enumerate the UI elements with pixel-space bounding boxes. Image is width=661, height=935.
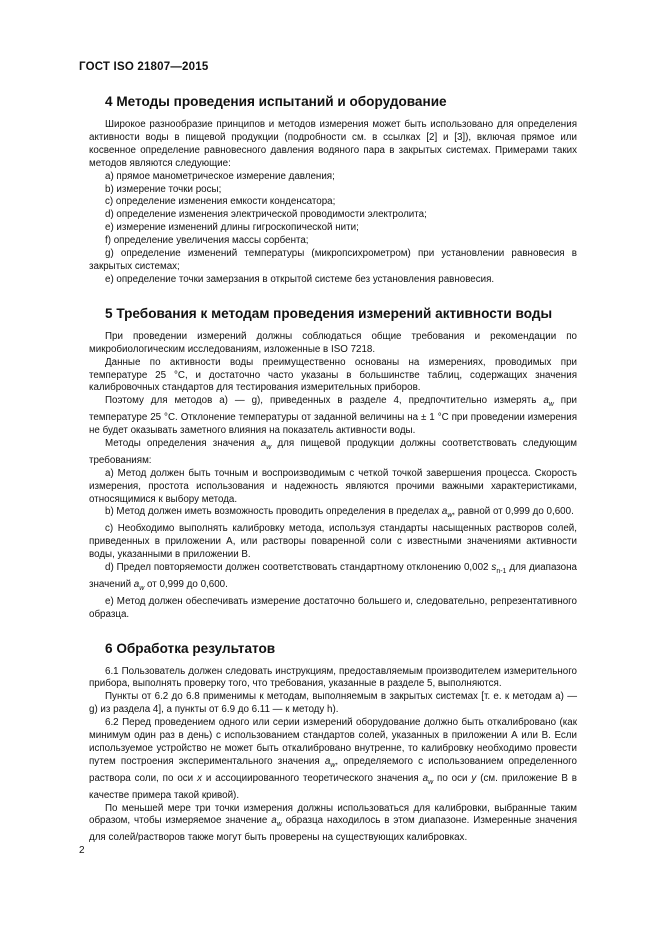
paragraph: a) Метод должен быть точным и воспроизводимым с четкой точкой завершения процесса. Скорость измерения, простота использования и надежность являются прочими важными характеристиками, относящимися к выбору метода.: [89, 467, 577, 505]
document-body: [89, 87, 577, 845]
list-item: d) определение изменения электрической проводимости электролита;: [105, 209, 427, 221]
list-item: b) измерение точки росы;: [105, 183, 222, 195]
section-6-title: 6 Обработка результатов: [105, 640, 276, 656]
paragraph: d) Предел повторяемости должен соответствовать стандартному отклонению 0,002 $s_{n-1}$ для диапазона значений $a_w$ от 0,999 до 0,600.: [89, 562, 577, 592]
paragraph: Поэтому для методов а) — g), приведенных в разделе 4, предпочтительно измерять $a_w$ при температуре 25 °С. Отклонение температуры от заданной величины на ± 1 °С при проведении измерения не будет оказывать заметного влияния на показатель активности воды.: [89, 395, 577, 437]
list-item: g) определение изменений температуры (микропсихрометром) при установлении равновесия в закрытых системах;: [89, 248, 577, 272]
paragraph: 6.2 Перед проведением одного или серии измерений оборудование должно быть откалибровано (как минимум один раз в день) с использованием стандартов солей, указанных в приложении А или В. Если используемое устройство не может быть откалибровано внутренне, то калибровку необходимо провести путем построения экспериментального значения $a_w$, определяемого с использованием определенного раствора соли, по оси x и ассоциированного теоретического значения $a_w$ по оси y (см. приложение В в качестве примера такой кривой).: [89, 717, 577, 801]
paragraph: Пункты от 6.2 до 6.8 применимы к методам, выполняемым в закрытых системах [т. е. к методам а) — g) из раздела 4], а пункты от 6.9 до 6.11 — к методу h).: [89, 691, 577, 716]
paragraph: При проведении измерений должны соблюдаться общие требования и рекомендации по микробиологическим исследованиям, изложенные в ISO 7218.: [89, 330, 577, 355]
list-item: c) определение изменения емкости конденсатора;: [105, 196, 336, 208]
paragraph: c) Необходимо выполнять калибровку метода, используя стандарты насыщенных растворов солей, приведенных в приложении А, или растворы поваренной соли с известными значениями активности воды, указанными в приложении В.: [89, 523, 577, 561]
paragraph: b) Метод должен иметь возможность проводить определения в пределах $a_w$, равной от 0,999 до 0,600.: [105, 506, 574, 520]
paragraph: Широкое разнообразие принципов и методов измерения может быть использовано для определения активности воды в пищевой продукции (подробности см. в ссылках [2] и [3]), включая прямое или косвенное определение равновесного давления водяного пара в закрытых системах. Примерами таких методов являются следующие:: [89, 119, 577, 169]
list-item: е) определение точки замерзания в открытой системе без установления равновесия.: [105, 273, 495, 285]
section-4-title: 4 Методы проведения испытаний и оборудование: [105, 94, 447, 109]
section-5-title: 5 Требования к методам проведения измерений активности воды: [105, 305, 553, 321]
list-item: f) определение увеличения массы сорбента;: [105, 235, 309, 247]
paragraph: Методы определения значения $a_w$ для пищевой продукции должны соответствовать следующим требованиям:: [89, 437, 578, 466]
list-item: a) прямое манометрическое измерение давления;: [105, 170, 335, 182]
document-header: ГОСТ ISO 21807—2015: [79, 61, 209, 73]
list-item: e) измерение изменений длины гигроскопической нити;: [105, 222, 359, 234]
page-number: 2: [79, 845, 85, 856]
paragraph: 6.1 Пользователь должен следовать инструкциям, предоставляемым производителем измерительного прибора, выполнять проверку того, что требования, указанные в разделе 5, выполняются.: [89, 665, 577, 690]
paragraph: e) Метод должен обеспечивать измерение достаточно большего и, следовательно, репрезентативного образца.: [89, 595, 577, 620]
paragraph: По меньшей мере три точки измерения должны использоваться для калибровки, выбранные таким образом, чтобы измеряемое значение $a_w$ образца находилось в этом диапазоне. Измеренные значения для солей/растворов также могут быть проверены на существующих калибровках.: [89, 802, 577, 844]
paragraph: Данные по активности воды преимущественно основаны на измерениях, проводимых при температуре 25 °С, и достаточно часто указаны в большинстве таблиц, содержащих значения калибровочных стандартов для тестирования измерительных приборов.: [89, 356, 577, 394]
